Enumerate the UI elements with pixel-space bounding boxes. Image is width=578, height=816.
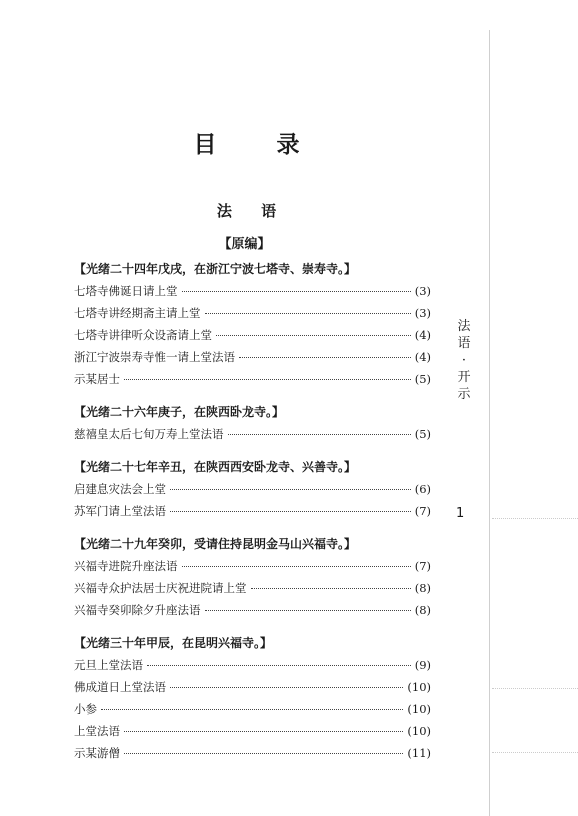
side-label-char: · bbox=[461, 353, 467, 368]
toc-entry[interactable] bbox=[74, 346, 431, 368]
dot-leader bbox=[170, 511, 411, 512]
toc-entry-page: (11) bbox=[407, 746, 431, 760]
toc-section bbox=[74, 401, 431, 445]
toc-entry-page: (8) bbox=[414, 603, 431, 617]
toc-entry-title: 兴福寺众护法居士庆祝进院请上堂 bbox=[74, 581, 247, 595]
toc-entry-title: 示某游僧 bbox=[74, 746, 120, 760]
dot-leader bbox=[124, 731, 403, 732]
page-edge-line bbox=[489, 30, 490, 816]
toc-entry-page: (10) bbox=[407, 724, 431, 738]
toc-entry[interactable] bbox=[74, 324, 431, 346]
page-title: 目 录 bbox=[193, 132, 326, 158]
toc-entry[interactable] bbox=[74, 698, 431, 720]
toc-entry[interactable] bbox=[74, 676, 431, 698]
page-number: 1 bbox=[456, 506, 465, 521]
toc-entry[interactable] bbox=[74, 654, 431, 676]
toc-section bbox=[74, 533, 431, 621]
toc-entry-page: (4) bbox=[414, 350, 431, 364]
toc-entry-page: (6) bbox=[414, 482, 431, 496]
dot-leader bbox=[124, 753, 403, 754]
toc-entry[interactable] bbox=[74, 302, 431, 324]
toc-entry-page: (10) bbox=[407, 680, 431, 694]
toc-entry[interactable] bbox=[74, 555, 431, 577]
toc-entry-page: (3) bbox=[414, 306, 431, 320]
toc-entry[interactable] bbox=[74, 478, 431, 500]
edge-divider bbox=[492, 688, 578, 690]
toc-entry[interactable] bbox=[74, 368, 431, 390]
toc-entry-page: (9) bbox=[414, 658, 431, 672]
toc-entry-page: (4) bbox=[414, 328, 431, 342]
toc-entry-title: 兴福寺癸卯除夕升座法语 bbox=[74, 603, 201, 617]
toc-entry-title: 小参 bbox=[74, 702, 97, 716]
toc-entry[interactable] bbox=[74, 423, 431, 445]
edge-divider bbox=[492, 518, 578, 520]
toc-entry-page: (7) bbox=[414, 559, 431, 573]
dot-leader bbox=[170, 687, 403, 688]
toc-section bbox=[74, 258, 431, 390]
side-label-char: 示 bbox=[457, 387, 471, 402]
dot-leader bbox=[251, 588, 411, 589]
side-label-char: 开 bbox=[457, 370, 471, 385]
dot-leader bbox=[101, 709, 403, 710]
dot-leader bbox=[182, 291, 411, 292]
dot-leader bbox=[205, 313, 411, 314]
toc-entry[interactable] bbox=[74, 742, 431, 764]
toc-entry[interactable] bbox=[74, 577, 431, 599]
toc-entry-title: 启建息灾法会上堂 bbox=[74, 482, 166, 496]
toc-entry-page: (3) bbox=[414, 284, 431, 298]
dot-leader bbox=[216, 335, 411, 336]
toc-entry-page: (7) bbox=[414, 504, 431, 518]
section-title: 法 语 bbox=[216, 202, 289, 220]
toc-entry-title: 兴福寺进院升座法语 bbox=[74, 559, 178, 573]
toc-entry[interactable] bbox=[74, 720, 431, 742]
toc-entry-title: 浙江宁波崇寿寺惟一请上堂法语 bbox=[74, 350, 235, 364]
toc-entry-page: (10) bbox=[407, 702, 431, 716]
edge-divider bbox=[492, 752, 578, 754]
side-label-char: 法 bbox=[457, 319, 471, 334]
toc-entry[interactable] bbox=[74, 599, 431, 621]
side-running-head bbox=[455, 318, 473, 403]
toc-section-heading: 【光绪二十九年癸卯，受请住持昆明金马山兴福寺。】 bbox=[74, 537, 357, 551]
toc-entry-title: 上堂法语 bbox=[74, 724, 120, 738]
toc-entry-page: (5) bbox=[414, 427, 431, 441]
toc-entry-title: 七塔寺佛诞日请上堂 bbox=[74, 284, 178, 298]
toc-entry-title: 佛成道日上堂法语 bbox=[74, 680, 166, 694]
toc-entry[interactable] bbox=[74, 280, 431, 302]
edition-label: 【原编】 bbox=[218, 237, 271, 252]
toc-entry-title: 慈禧皇太后七旬万寿上堂法语 bbox=[74, 427, 224, 441]
toc-section-heading: 【光绪二十四年戊戌，在浙江宁波七塔寺、崇寿寺。】 bbox=[74, 262, 357, 276]
toc-entry-page: (5) bbox=[414, 372, 431, 386]
dot-leader bbox=[170, 489, 411, 490]
toc-section-heading: 【光绪三十年甲辰，在昆明兴福寺。】 bbox=[74, 636, 273, 650]
toc-section bbox=[74, 632, 431, 764]
dot-leader bbox=[205, 610, 411, 611]
toc-entry[interactable] bbox=[74, 500, 431, 522]
dot-leader bbox=[239, 357, 411, 358]
side-label-char: 语 bbox=[457, 336, 471, 351]
toc-entry-title: 示某居士 bbox=[74, 372, 120, 386]
dot-leader bbox=[228, 434, 411, 435]
dot-leader bbox=[147, 665, 411, 666]
toc-section bbox=[74, 456, 431, 522]
table-of-contents bbox=[74, 258, 431, 764]
toc-section-heading: 【光绪二十七年辛丑，在陕西西安卧龙寺、兴善寺。】 bbox=[74, 460, 357, 474]
dot-leader bbox=[182, 566, 411, 567]
toc-entry-title: 七塔寺讲经期斋主请上堂 bbox=[74, 306, 201, 320]
toc-entry-title: 七塔寺讲律听众设斋请上堂 bbox=[74, 328, 212, 342]
toc-entry-title: 元旦上堂法语 bbox=[74, 658, 143, 672]
toc-section-heading: 【光绪二十六年庚子，在陕西卧龙寺。】 bbox=[74, 405, 285, 419]
toc-entry-title: 苏军门请上堂法语 bbox=[74, 504, 166, 518]
dot-leader bbox=[124, 379, 411, 380]
toc-entry-page: (8) bbox=[414, 581, 431, 595]
